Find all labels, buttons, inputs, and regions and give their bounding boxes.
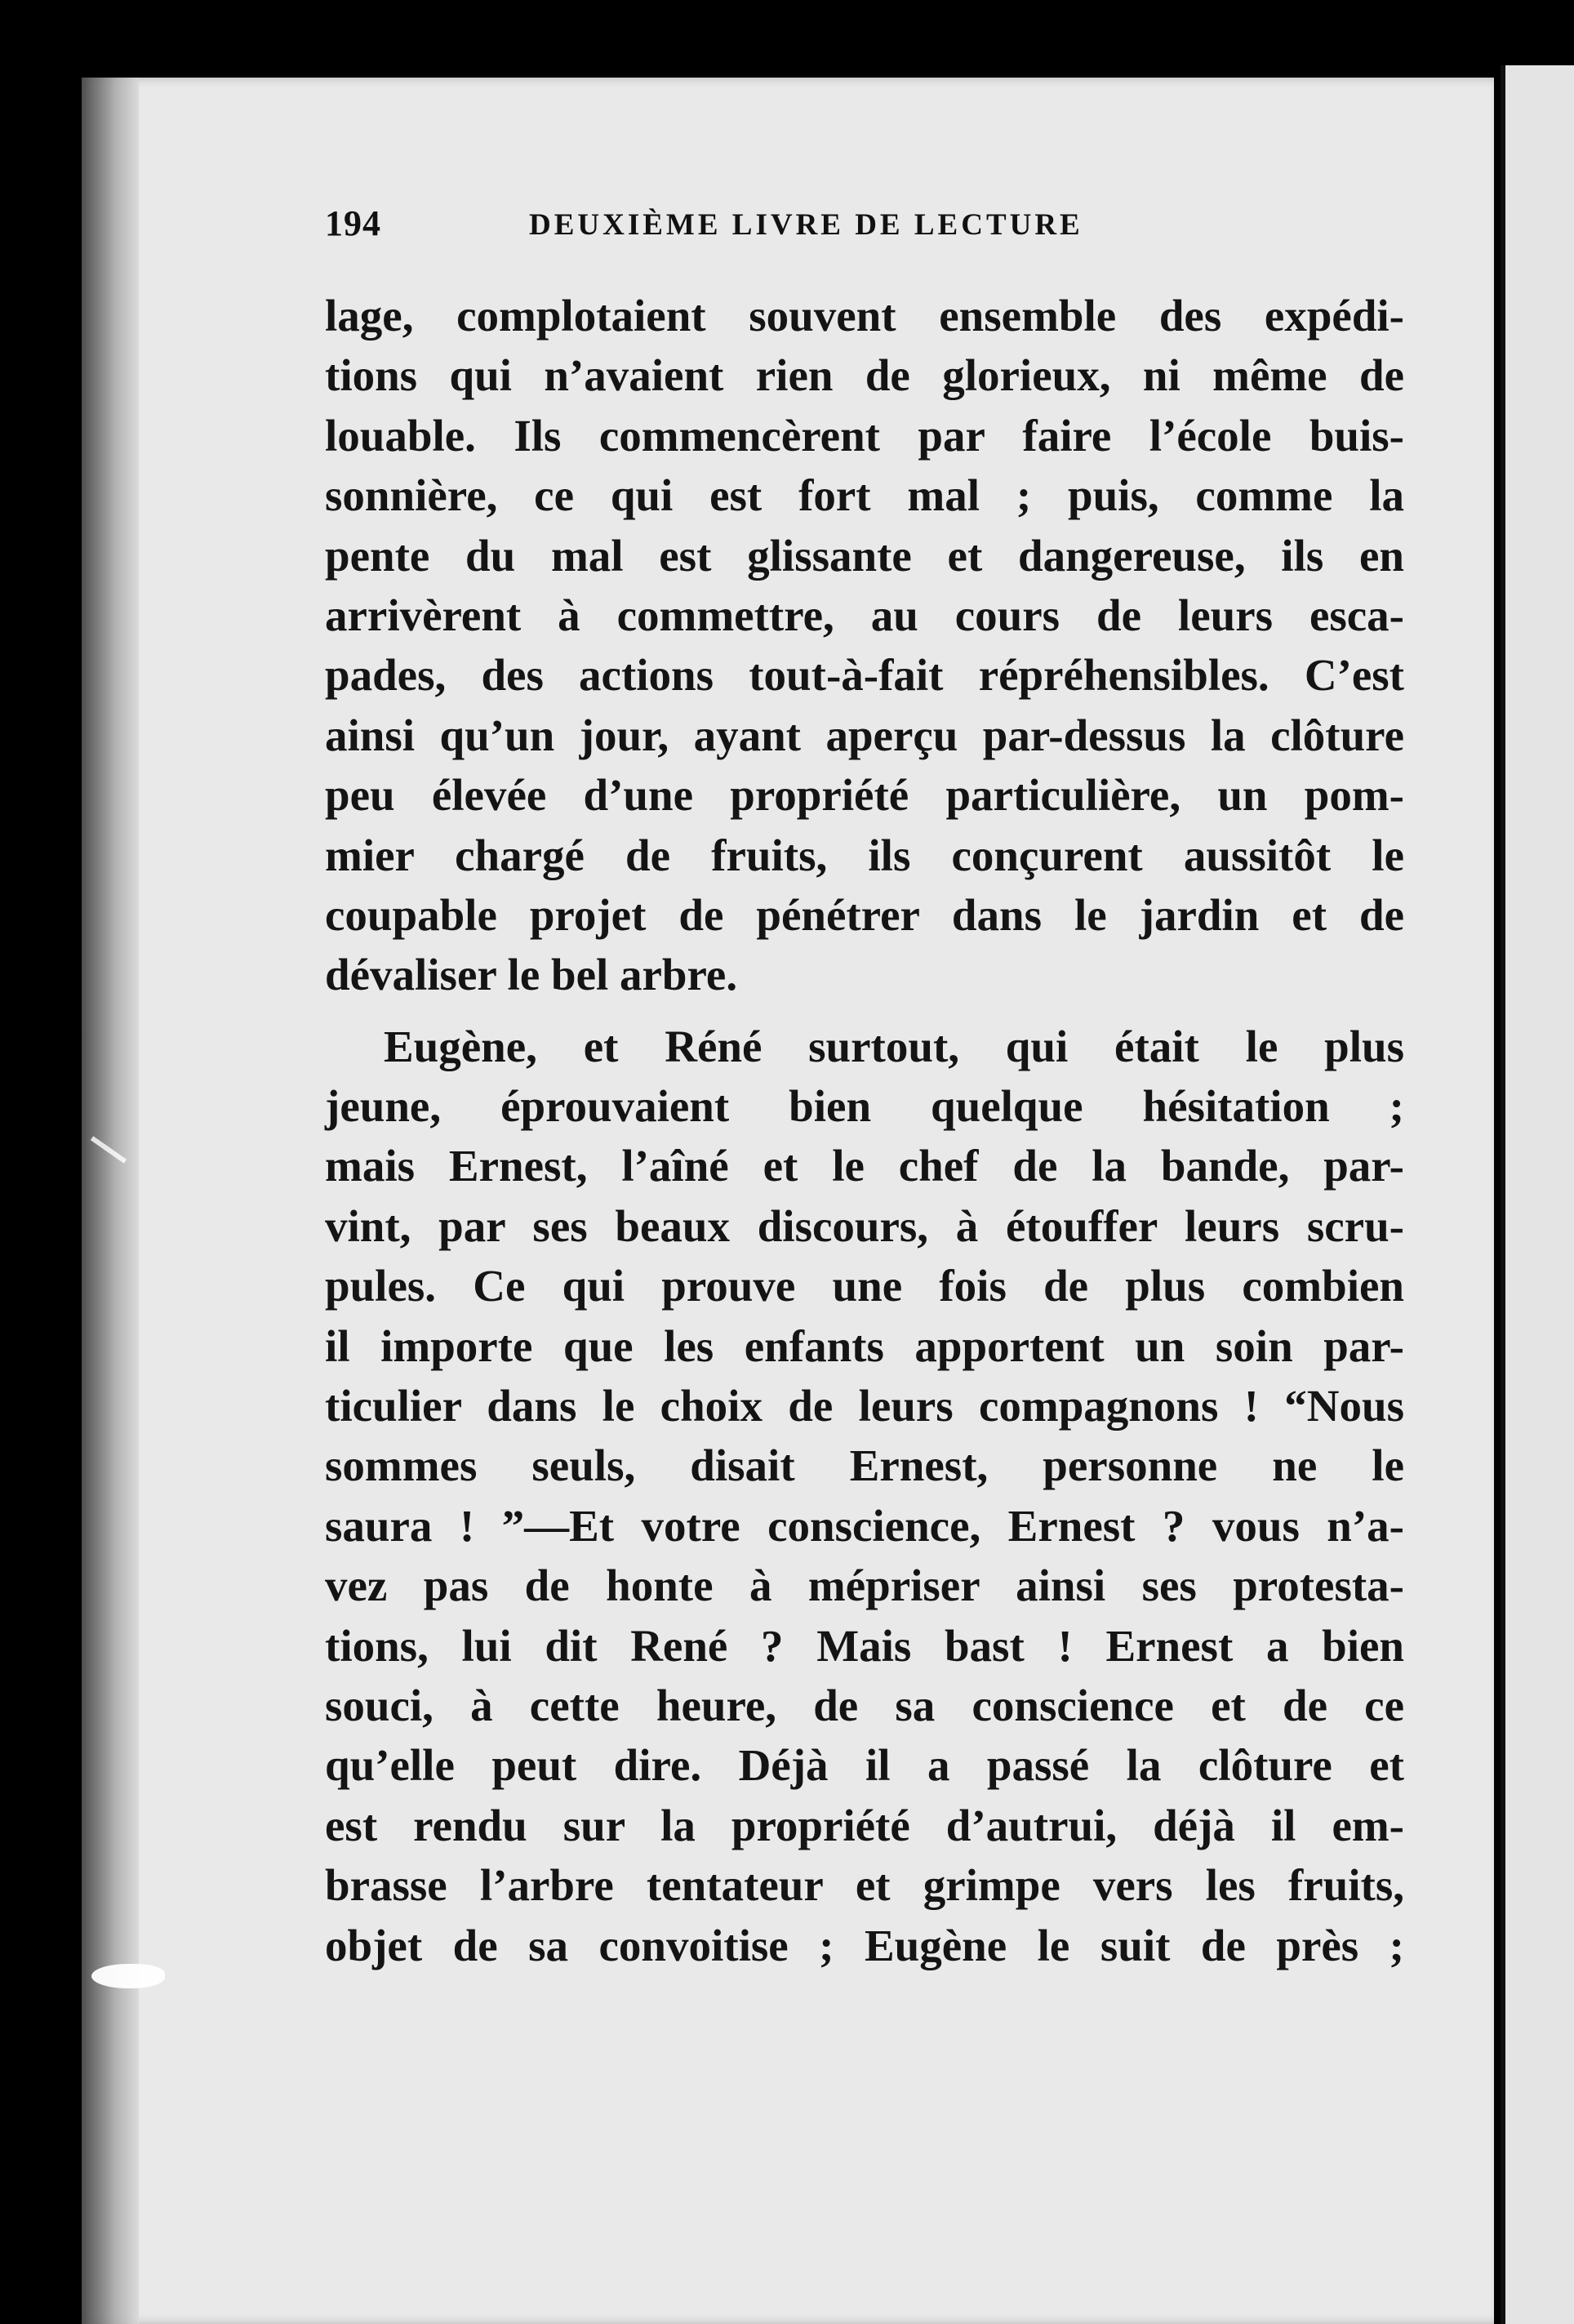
text-line: ainsi qu’un jour, ayant aperçu par-dessus la clôture [325,710,1404,760]
text-line: mier chargé de fruits, ils conçurent aussitôt le [325,830,1404,880]
text-line: est rendu sur la propriété d’autrui, déjà il em- [325,1800,1404,1850]
paragraph-1 [325,286,1404,1005]
text-line: coupable projet de pénétrer dans le jardin et de [325,889,1404,940]
text-line: sonnière, ce qui est fort mal ; puis, comme la [325,470,1404,521]
text-line: dévaliser le bel arbre. [325,950,738,1000]
text-line: sommes seuls, disait Ernest, personne ne le [325,1440,1404,1491]
text-line: tions, lui dit René ? Mais bast ! Ernest a bien [325,1620,1404,1671]
text-line: objet de sa convoitise ; Eugène le suit de près ; [325,1920,1404,1970]
text-line: Eugène, et Réné surtout, qui était le plus [384,1021,1404,1071]
page-number: 194 [325,203,381,243]
text-line: qu’elle peut dire. Déjà il a passé la clôture et [325,1740,1404,1791]
text-line: pades, des actions tout-à-fait répréhensibles. C’est [325,650,1404,701]
text-line: il importe que les enfants apportent un soin par- [325,1320,1404,1371]
text-line: vint, par ses beaux discours, à étouffer leurs scru- [325,1200,1404,1251]
scan-artifact [91,1964,165,1988]
text-line: peu élevée d’une propriété particulière, un pom- [325,770,1404,821]
text-line: jeune, éprouvaient bien quelque hésitation ; [325,1081,1404,1132]
adjacent-page-edge [1501,65,1574,2324]
text-line: ticulier dans le choix de leurs compagnons ! “Nous [325,1381,1404,1431]
text-line: lage, complotaient souvent ensemble des expédi- [325,291,1404,341]
text-line: saura ! ”—Et votre conscience, Ernest ? vous n’a- [325,1500,1404,1551]
text-line: souci, à cette heure, de sa conscience et de ce [325,1680,1404,1730]
text-line: pente du mal est glissante et dangereuse, ils en [325,530,1404,581]
text-line: pules. Ce qui prouve une fois de plus combien [325,1261,1404,1311]
text-line: brasse l’arbre tentateur et grimpe vers les fruits, [325,1860,1404,1911]
paragraph-2 [325,1017,1404,1975]
page-header [325,203,1239,260]
text-line: arrivèrent à commettre, au cours de leurs esca- [325,590,1404,640]
text-line: vez pas de honte à mépriser ainsi ses protesta- [325,1560,1404,1611]
body-text [325,286,1404,1975]
text-line: louable. Ils commencèrent par faire l’école buis- [325,410,1404,461]
text-line: tions qui n’avaient rien de glorieux, ni même de [325,350,1404,401]
running-head: DEUXIÈME LIVRE DE LECTURE [529,208,1083,242]
text-line: mais Ernest, l’aîné et le chef de la bande, par- [325,1141,1404,1191]
